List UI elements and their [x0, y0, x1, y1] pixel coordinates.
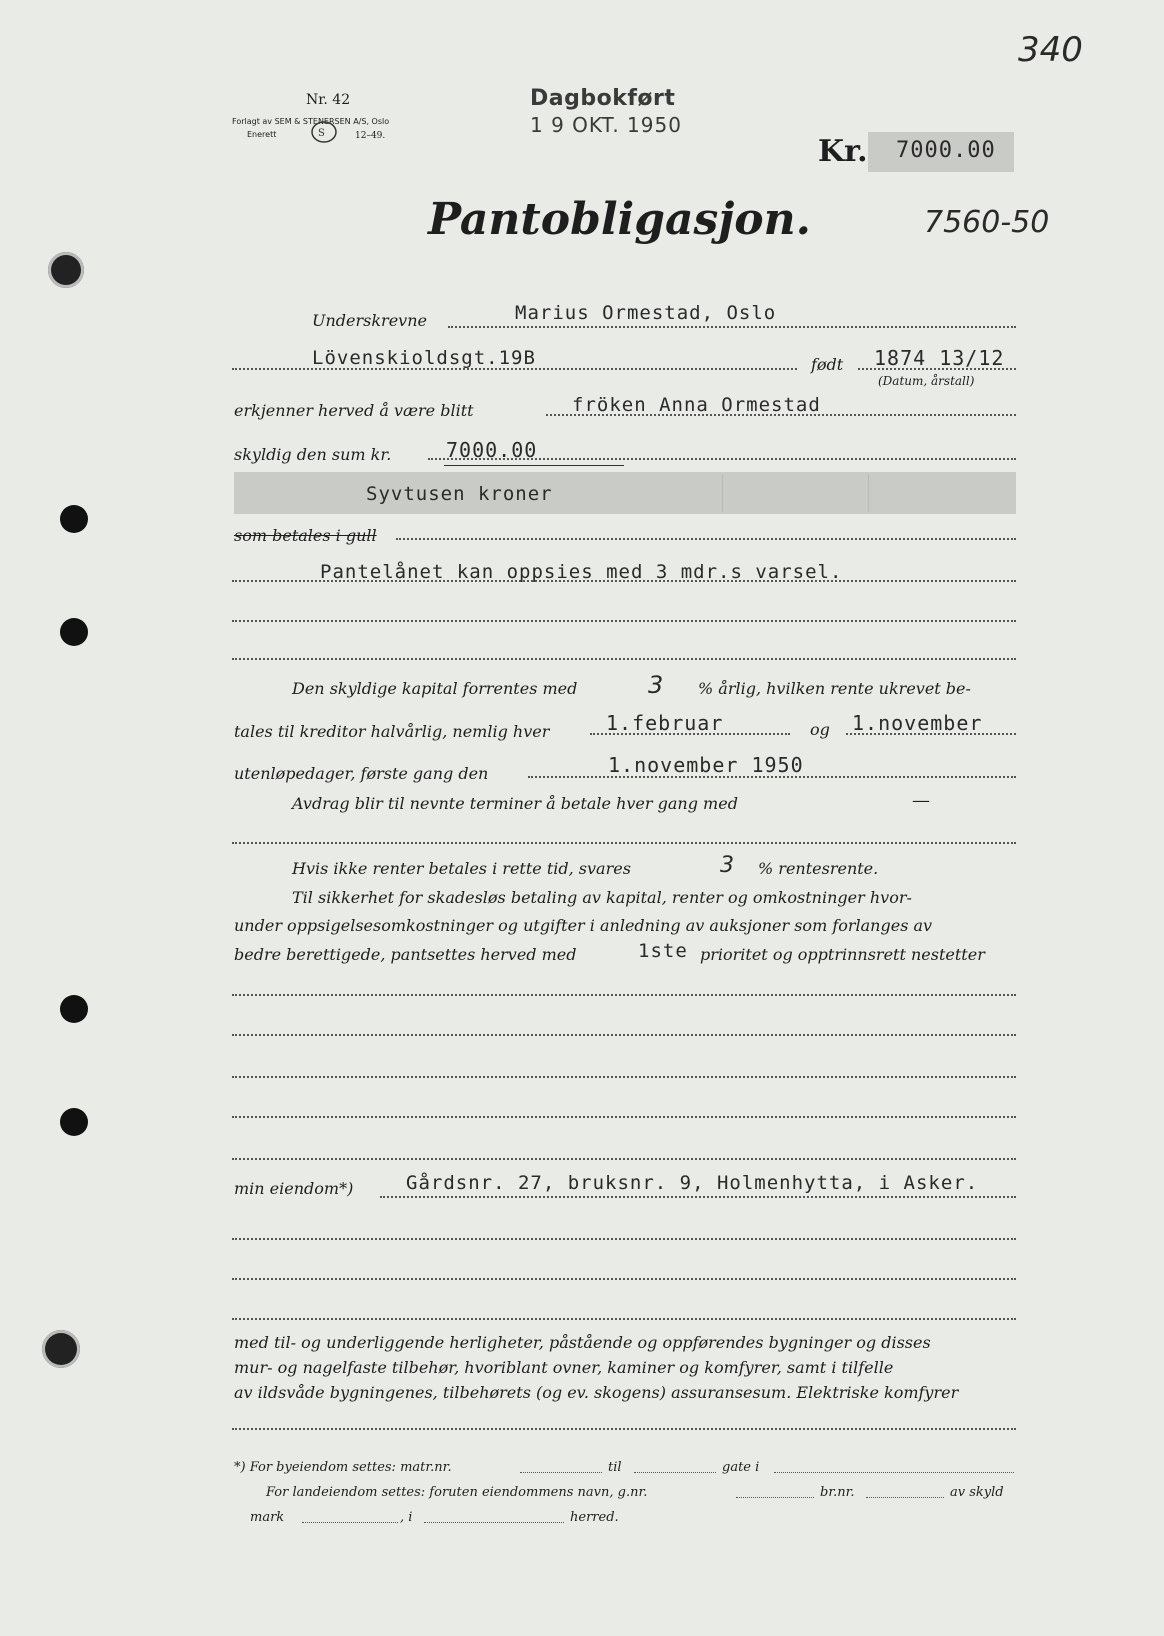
publisher-logo-icon [310, 120, 338, 144]
creditor-label: erkjenner herved å være blitt [234, 401, 474, 420]
creditor-name: fröken Anna Ormestad [572, 394, 821, 416]
birth-date-hint: (Datum, årstall) [878, 374, 975, 388]
dotted-line [424, 1522, 564, 1523]
dotted-line [232, 1238, 1016, 1240]
dotted-line [396, 538, 1016, 540]
underskrevne-label: Underskrevne [312, 311, 427, 330]
dotted-line [232, 1278, 1016, 1280]
security-text: Til sikkerhet for skadesløs betaling av kapital, renter og omkostninger hvor- [292, 888, 912, 907]
footnote-text: br.nr. [820, 1485, 855, 1500]
interest-text: % årlig, hvilken rente ukrevet be- [698, 679, 971, 698]
reference-number: 7560-50 [924, 205, 1050, 240]
band-divider [868, 474, 869, 512]
footnote-text: til [608, 1460, 622, 1475]
punch-hole [60, 995, 88, 1023]
publisher-line: Forlagt av SEM & STENERSEN A/S, Oslo [232, 117, 390, 126]
sum-in-words: Syvtusen kroner [366, 483, 553, 505]
dotted-line [232, 1158, 1016, 1160]
dotted-line [232, 658, 1016, 660]
punch-hole [60, 505, 88, 533]
page-number: 340 [1018, 30, 1083, 70]
dotted-line [380, 1196, 1016, 1198]
amount-value: 7000.00 [896, 138, 996, 163]
footnote-text: For landeiendom settes: foruten eiendommens navn, g.nr. [266, 1485, 648, 1500]
interest-text: Den skyldige kapital forrentes med [292, 679, 578, 698]
form-number: Nr. 42 [306, 92, 351, 108]
dotted-line [634, 1472, 716, 1473]
publisher-line-2: Enerett [247, 130, 277, 139]
page-title: Pantobligasjon. [428, 194, 811, 245]
dotted-line [302, 1522, 398, 1523]
dotted-line [232, 1428, 1016, 1430]
closing-text: av ildsvåde bygningenes, tilbehørets (og ev. skogens) assuransesum. Elektriske komfyrer [234, 1383, 959, 1402]
svg-text:S: S [318, 128, 325, 139]
interest-text: tales til kreditor halvårlig, nemlig hver [234, 722, 550, 741]
debtor-name: Marius Ormestad, Oslo [515, 302, 777, 324]
dotted-line [232, 1034, 1016, 1036]
dotted-line [448, 326, 1016, 328]
security-text: prioritet og opptrinnsrett nestetter [700, 945, 985, 964]
footnote-text: herred. [570, 1510, 619, 1525]
registration-stamp [530, 86, 682, 137]
gold-clause: som betales i gull [234, 526, 377, 545]
loan-terms: Pantelånet kan oppsies med 3 mdr.s varsel. [320, 561, 843, 583]
closing-text: med til- og underliggende herligheter, påstående og oppførendes bygninger og disses [234, 1333, 931, 1352]
fodt-label: født [811, 355, 844, 374]
publisher-date: 12–49. [355, 131, 386, 141]
closing-text: mur- og nagelfaste tilbehør, hvoriblant ovner, kaminer og komfyrer, samt i tilfelle [234, 1358, 894, 1377]
punch-hole [48, 252, 84, 288]
sum-label: skyldig den sum kr. [234, 445, 392, 464]
property-label: min eiendom*) [234, 1179, 354, 1198]
installment-value: — [912, 790, 930, 811]
security-text: under oppsigelsesomkostninger og utgifter i anledning av auksjoner som forlanges av [234, 916, 933, 935]
dotted-line [232, 994, 1016, 996]
dotted-line [232, 842, 1016, 844]
security-text: bedre berettigede, pantsettes herved med [234, 945, 577, 964]
amount-label: Kr. [818, 134, 868, 169]
interest-text: utenløpedager, første gang den [234, 764, 489, 783]
penalty-text: Hvis ikke renter betales i rette tid, svares [292, 859, 631, 878]
band-divider [722, 474, 723, 512]
interest-date-1: 1.februar [606, 711, 724, 735]
interest-rate: 3 [648, 671, 664, 699]
footnote-text: mark [250, 1510, 285, 1525]
dotted-line [774, 1472, 1014, 1473]
penalty-text: % rentesrente. [758, 859, 879, 878]
birth-date: 1874 13/12 [874, 346, 1005, 370]
dotted-line [866, 1497, 944, 1498]
interest-text: og [810, 720, 830, 739]
dotted-line [232, 620, 1016, 622]
dotted-line [736, 1497, 814, 1498]
punch-hole [42, 1330, 80, 1368]
footnote-text: *) For byeiendom settes: matr.nr. [234, 1460, 452, 1475]
sum-underline [444, 465, 624, 466]
first-payment-date: 1.november 1950 [608, 753, 804, 777]
dotted-line [232, 1318, 1016, 1320]
interest-date-2: 1.november [852, 711, 983, 735]
priority-value: 1ste [638, 940, 688, 962]
footnote-text: gate i [722, 1460, 760, 1475]
stamp-line1: Dagbokført [530, 86, 676, 111]
punch-hole [60, 1108, 88, 1136]
dotted-line [520, 1472, 602, 1473]
installment-text: Avdrag blir til nevnte terminer å betale hver gang med [292, 794, 738, 813]
debtor-address: Lövenskioldsgt.19B [312, 347, 536, 369]
stamp-date: 1 9 OKT. 1950 [530, 113, 682, 137]
sum-value: 7000.00 [446, 438, 538, 462]
footnote-text: , i [400, 1510, 413, 1525]
dotted-line [232, 1076, 1016, 1078]
sum-words-band [234, 472, 1016, 514]
property-value: Gårdsnr. 27, bruksnr. 9, Holmenhytta, i Asker. [406, 1172, 979, 1194]
penalty-rate: 3 [720, 853, 734, 878]
footnote-text: av skyld [950, 1485, 1004, 1500]
dotted-line [232, 1116, 1016, 1118]
punch-hole [60, 618, 88, 646]
